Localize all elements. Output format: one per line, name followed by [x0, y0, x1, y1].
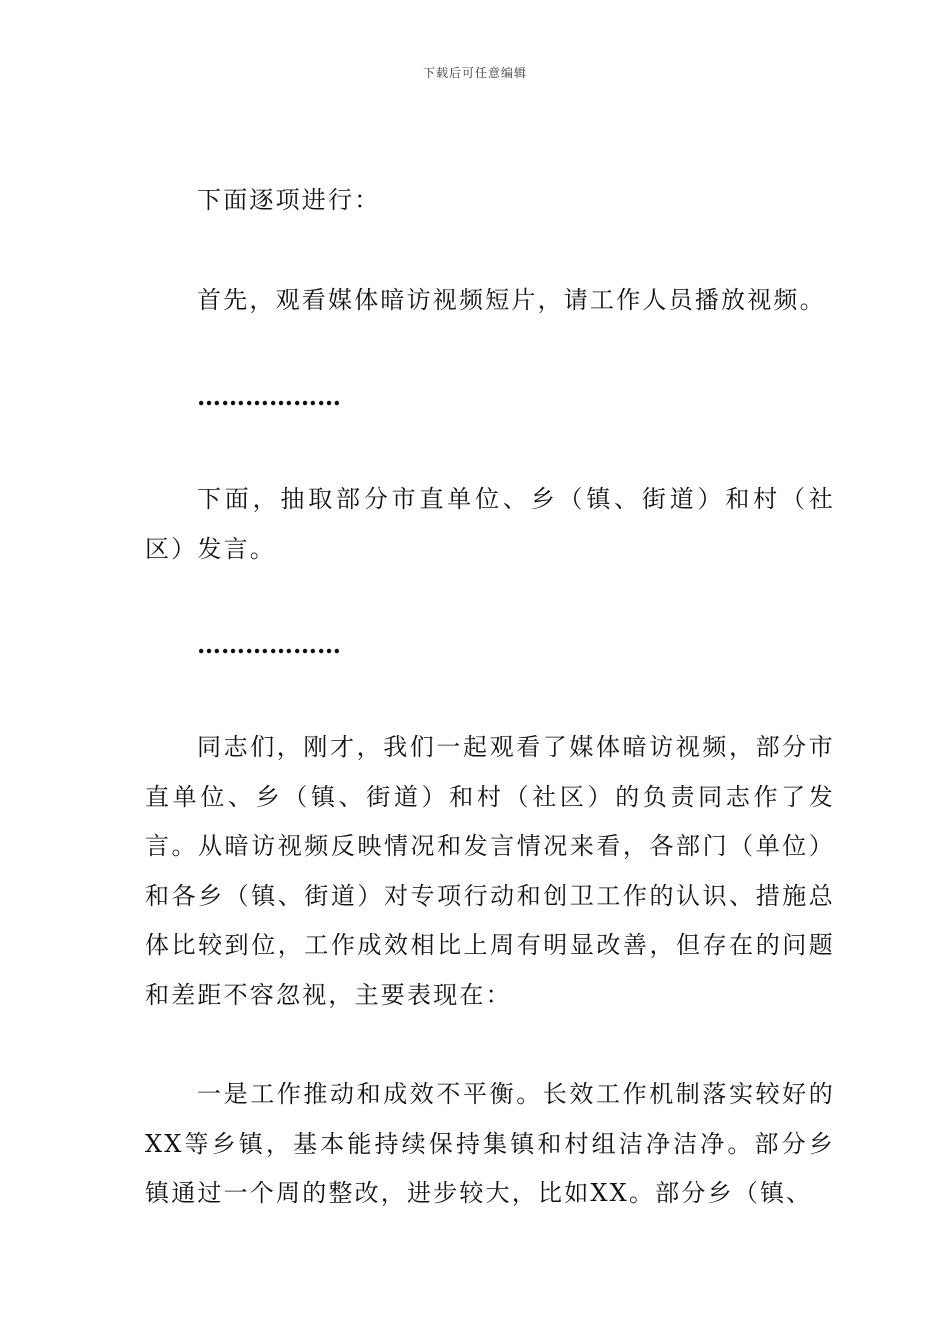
paragraph-video: 首先，观看媒体暗访视频短片，请工作人员播放视频。: [197, 286, 826, 314]
paragraph-summary: 同志们，刚才，我们一起观看了媒体暗访视频，部分市直单位、乡（镇、街道）和村（社区）的负责同志作了发言。从暗访视频反映情况和发言情况来看，各部门（单位）和各乡（镇、街道）对专项行动和创卫工作的认识、措施总体比较到位，工作成效相比上周有明显改善，但存在的问题和差距不容忽视，主要表现在：: [145, 733, 835, 1009]
paragraph-speeches: 下面，抽取部分市直单位、乡（镇、街道）和村（社区）发言。: [145, 485, 835, 563]
paragraph-point-one: 一是工作推动和成效不平衡。长效工作机制落实较好的XX等乡镇，基本能持续保持集镇和村组洁净洁净。部分乡镇通过一个周的整改，进步较大，比如XX。部分乡（镇、: [145, 1080, 835, 1207]
ellipsis-1: ………………: [197, 382, 341, 411]
page-header-note: 下载后可任意编辑: [422, 66, 527, 80]
ellipsis-2: ………………: [197, 630, 341, 659]
paragraph-proceed: 下面逐项进行：: [197, 186, 381, 214]
